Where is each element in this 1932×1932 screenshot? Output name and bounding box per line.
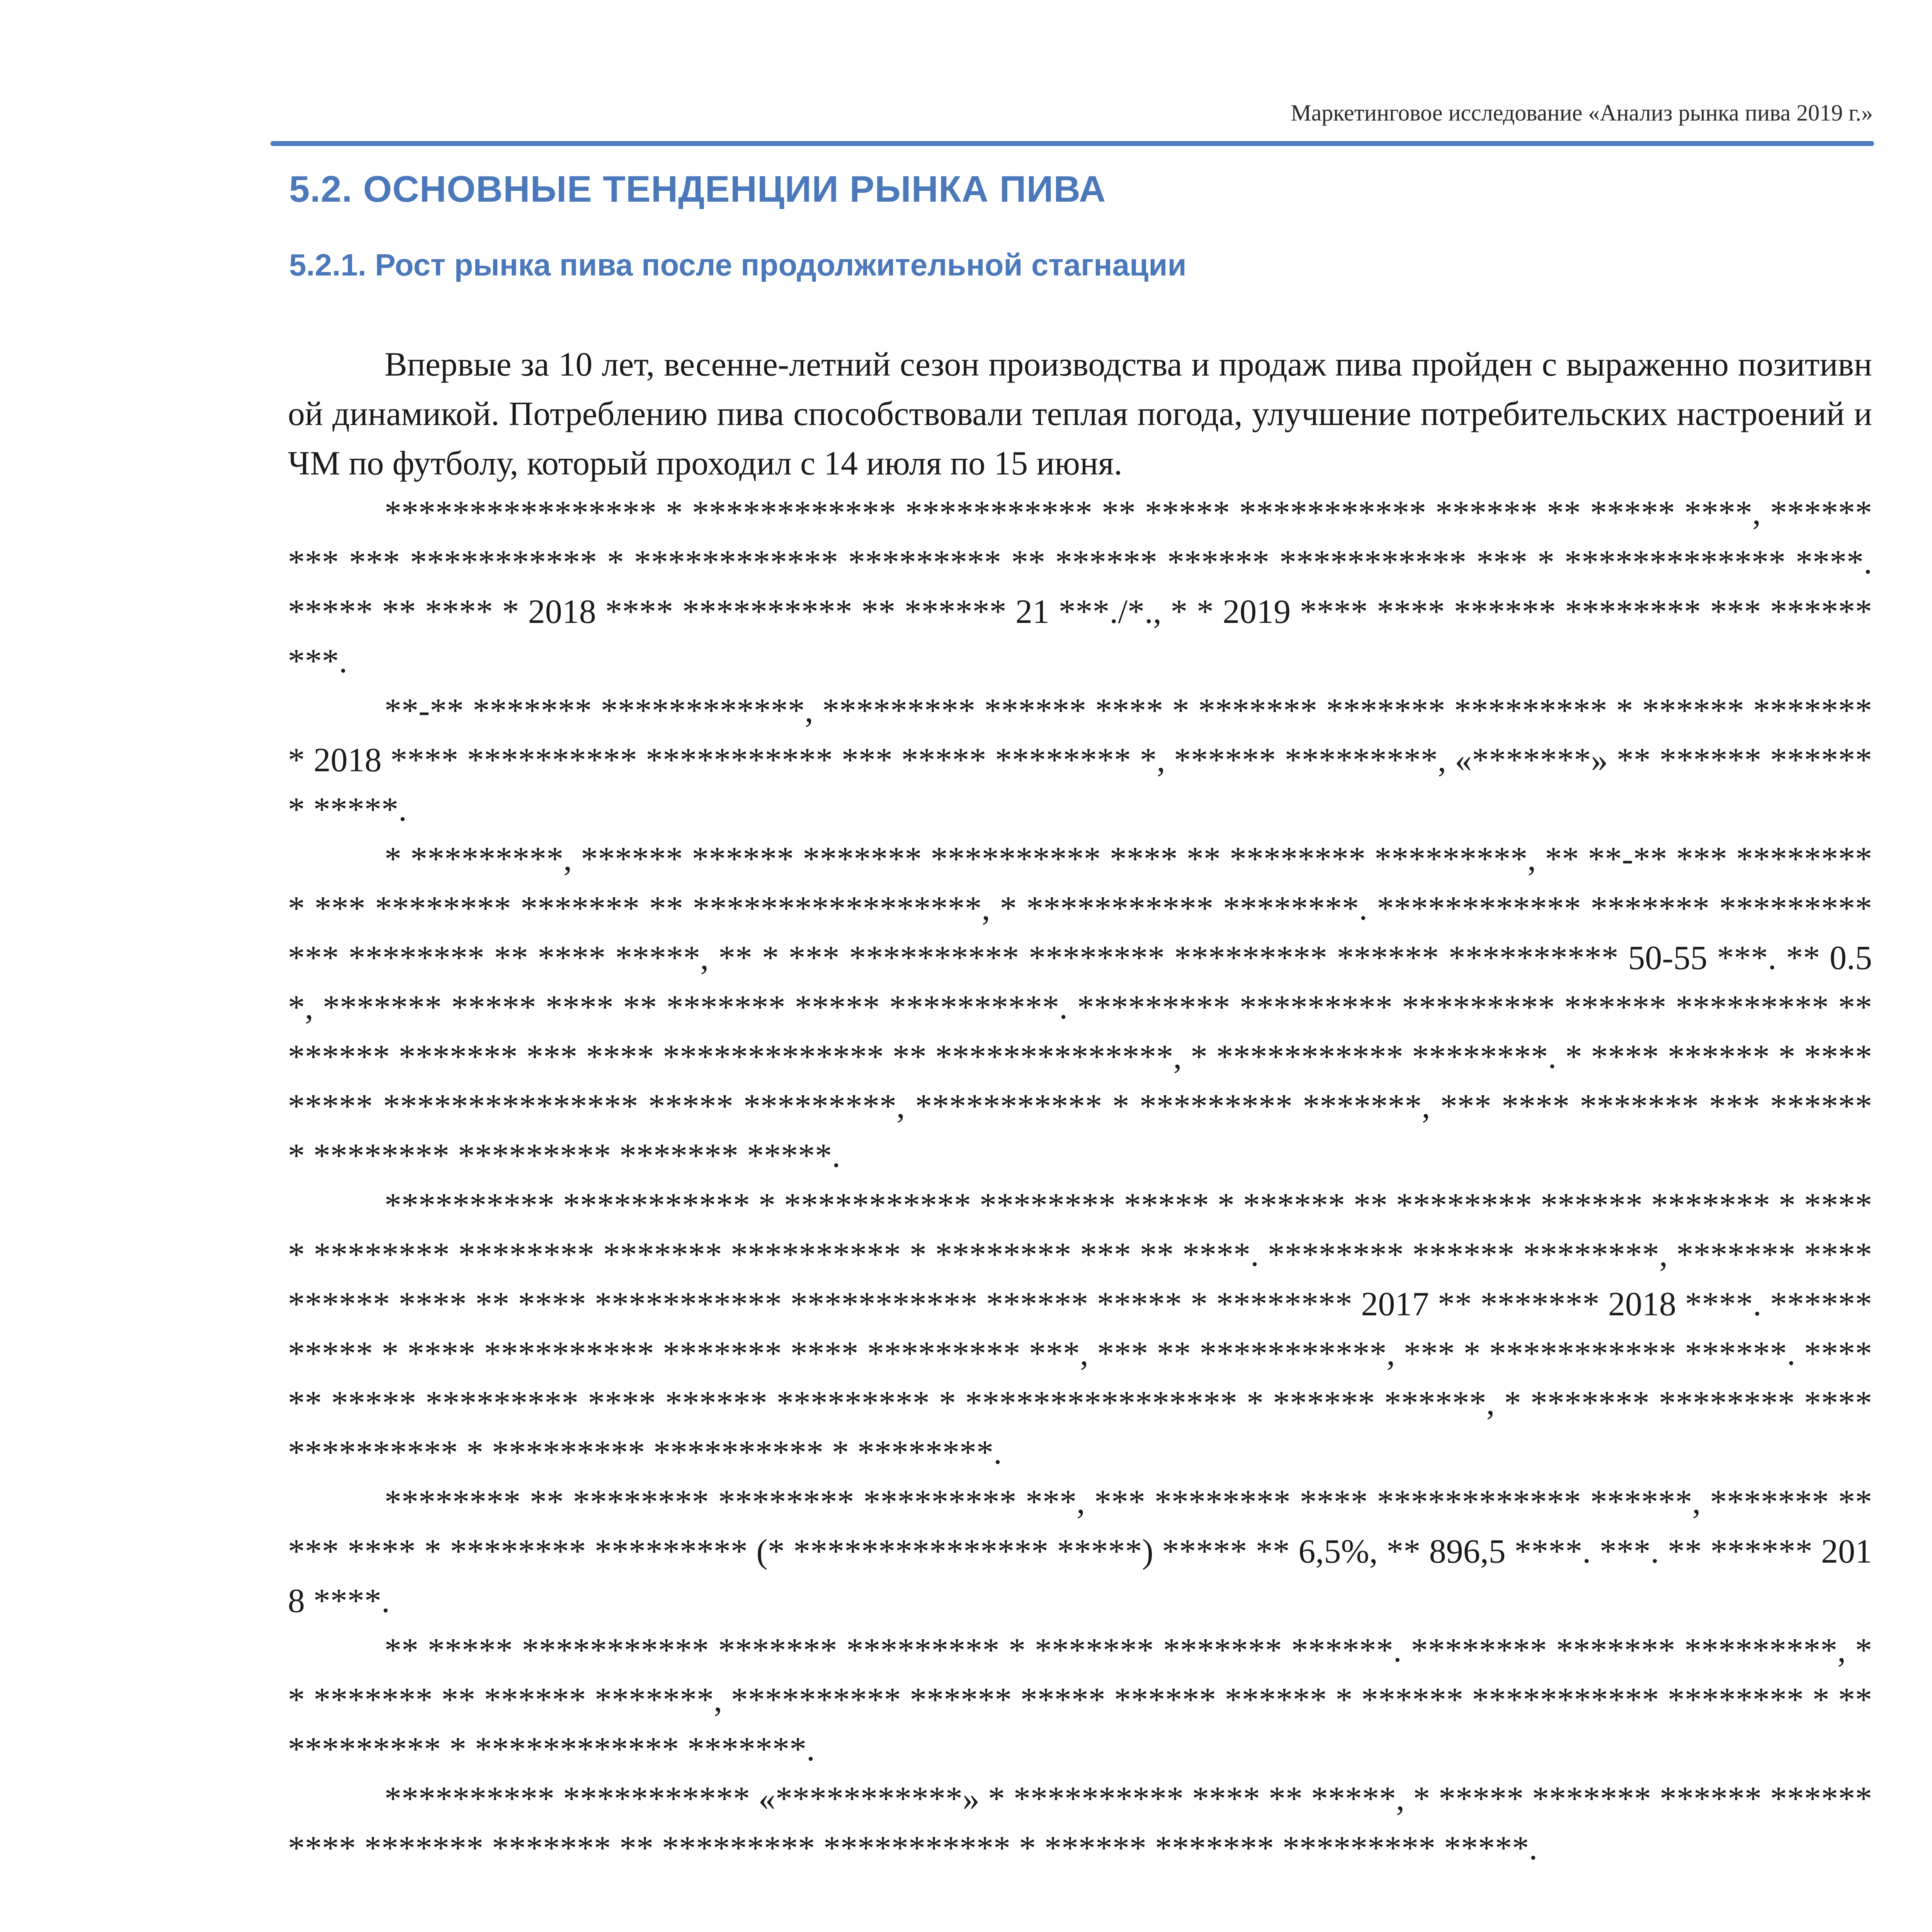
header-divider xyxy=(270,141,1874,146)
paragraph: ** ***** *********** ******* ********* * ******* ******* ******. ******** ******* *********, ** ******* ** ****** *******, ********** ****** ***** ****** ****** * ****** *********** ******** * *********** * ************ *******. xyxy=(288,1632,1872,1768)
subsection-title: 5.2.1. Рост рынка пива после продолжительной стагнации xyxy=(289,248,1187,282)
paragraph: * *********, ****** ****** ******* ********** **** ** ******** *********, ** **-** *** ********* *** ******** ******* ** *****************, * *********** ********. ************ ******* ************ ******** ** **** *****, ** * *** ********** ******** ********* ****** ********** 50-55 ***. ** 0.5 *, ******* ***** **** ** ******* ***** **********. ********* ********* ********* ****** ********* ******** ******* *** **** ************* ** **************, * *********** ********. * **** ****** * ********* *************** ***** *********, *********** * ********* *******, *** **** ******* *** ****** * ******** ********* ******* *****. xyxy=(288,840,1872,1175)
paragraph: ********** *********** * *********** ******** ***** * ****** ** ******** ****** ******* * ***** ******** ******** ******* ********** * ******** *** ** ****. ******** ****** ********, ******* ********** **** ** **** *********** *********** ****** ***** * ******** 2017 ** ******* 2018 ****. *********** * **** ********** ******* **** ********* ***, *** ** ***********, *** * *********** ******. ****** ***** ********* **** ****** ********* * **************** * ****** ******, * ******* ******** **** ********** * ********* ********** * ********. xyxy=(288,1187,1872,1471)
paragraph: ********** *********** «***********» * ********** **** ** *****, * ***** ******* ****** ********** ******* ******* ** ********* *********** * ****** ******* ********* *****. xyxy=(288,1780,1872,1867)
paragraph: ******** ** ******** ******** ********* ***, *** ******** **** ************ ******, ******* ***** **** * ******** ********* (* *************** *****) ***** ** 6,5%, ** 896,5 ****. ***. ** ****** 2018 ****. xyxy=(288,1483,1872,1620)
section-title: 5.2. ОСНОВНЫЕ ТЕНДЕНЦИИ РЫНКА ПИВА xyxy=(289,168,1106,210)
paragraph: **-** ******* ************, ********* ****** **** * ******* ******* ********* * ****** ******** 2018 **** ********** *********** *** ***** ******** *, ****** *********, «*******» ** ****** ******* *****. xyxy=(288,692,1872,828)
body-text xyxy=(288,340,1872,1873)
paragraph: Впервые за 10 лет, весенне-летний сезон производства и продаж пива пройден с выраженно позитивной динамикой. Потреблению пива способствовали теплая погода, улучшение потребительских настроений и ЧМ по футболу, который проходил с 14 июля по 15 июня. xyxy=(288,346,1872,482)
paragraph: **************** * ************ *********** ** ***** *********** ****** ** ***** ****, ********* *** *********** * ************ ********* ** ****** ****** *********** *** * ************* ****. ***** ** **** * 2018 **** ********** ** ****** 21 ***./*., * * 2019 **** **** ****** ******** *** *********. xyxy=(288,494,1872,680)
running-header-title: Маркетинговое исследование «Анализ рынка пива 2019 г.» xyxy=(1291,100,1873,126)
